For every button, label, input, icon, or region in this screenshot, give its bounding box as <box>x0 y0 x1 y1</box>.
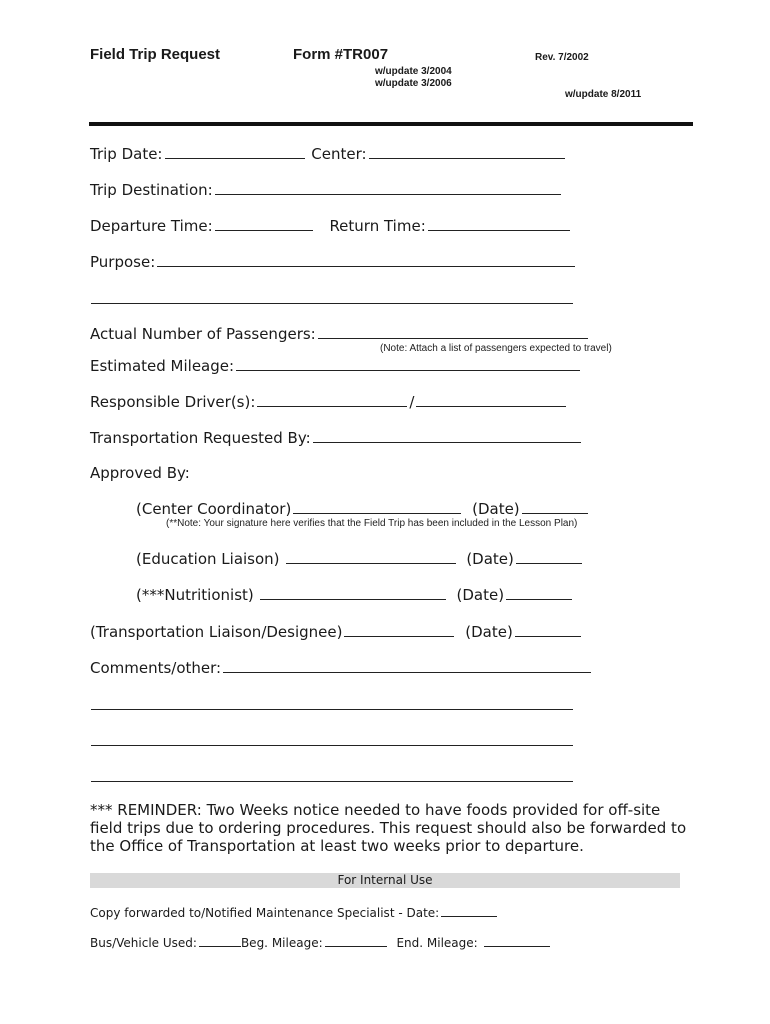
requested-row <box>90 428 583 447</box>
purpose-field[interactable] <box>157 252 575 267</box>
bus-label: Bus/Vehicle Used: <box>90 936 197 950</box>
departure-label: Departure Time: <box>90 217 213 235</box>
coordinator-date-label: (Date) <box>472 500 520 518</box>
comments-line-4[interactable] <box>91 781 573 782</box>
coordinator-date-field[interactable] <box>522 499 588 514</box>
approved-by-label: Approved By: <box>90 464 190 482</box>
trip-date-field[interactable] <box>165 144 305 159</box>
purpose-line-2[interactable] <box>91 303 573 304</box>
trip-date-label: Trip Date: <box>90 145 163 163</box>
time-row <box>90 216 572 235</box>
trip-date-row <box>90 144 567 163</box>
drivers-label: Responsible Driver(s): <box>90 393 256 411</box>
revision: Rev. 7/2002 <box>535 52 589 63</box>
coordinator-row <box>136 499 590 518</box>
driver-2-field[interactable] <box>416 392 566 407</box>
copy-forwarded-date-field[interactable] <box>441 904 497 917</box>
transport-row <box>90 622 583 641</box>
mileage-row <box>90 356 582 375</box>
liaison-row <box>136 549 584 568</box>
coordinator-label: (Center Coordinator) <box>136 500 292 518</box>
coordinator-note: (**Note: Your signature here verifies that the Field Trip has been included in the Lesson Plan) <box>166 518 578 529</box>
beg-mileage-label: Beg. Mileage: <box>240 936 323 950</box>
transport-date-label: (Date) <box>465 623 513 641</box>
requested-label: Transportation Requested By: <box>90 429 311 447</box>
comments-label: Comments/other: <box>90 659 222 677</box>
update-2011: w/update 8/2011 <box>565 89 642 100</box>
driver-1-field[interactable] <box>257 392 407 407</box>
nutritionist-label: (***Nutritionist) <box>136 586 254 604</box>
comments-line-3[interactable] <box>91 745 573 746</box>
update-2006: w/update 3/2006 <box>375 78 452 89</box>
liaison-label: (Education Liaison) <box>136 550 280 568</box>
form-number: Form #TR007 <box>293 46 389 63</box>
update-2004: w/update 3/2004 <box>375 66 452 77</box>
passengers-row <box>90 324 590 343</box>
bus-field[interactable] <box>199 934 241 947</box>
comments-field[interactable] <box>223 658 591 673</box>
drivers-separator: / <box>409 393 415 411</box>
comments-line-2[interactable] <box>91 709 573 710</box>
liaison-signature[interactable] <box>286 549 456 564</box>
reminder-text: *** REMINDER: Two Weeks notice needed to have foods provided for off-site field trips due to ordering procedures. This request should also be forwarded to the Office of Transportation at least two weeks prior to departure. <box>90 801 687 855</box>
passengers-note: (Note: Attach a list of passengers expected to travel) <box>380 343 612 354</box>
center-field[interactable] <box>369 144 565 159</box>
nutritionist-row <box>136 585 574 604</box>
transport-label: (Transportation Liaison/Designee) <box>90 623 343 641</box>
transport-signature[interactable] <box>344 622 454 637</box>
destination-row <box>90 180 563 199</box>
transport-date-field[interactable] <box>515 622 581 637</box>
mileage-field[interactable] <box>236 356 580 371</box>
return-label: Return Time: <box>329 217 426 235</box>
form-title: Field Trip Request <box>90 46 221 63</box>
departure-field[interactable] <box>215 216 313 231</box>
nutritionist-signature[interactable] <box>260 585 446 600</box>
bus-row <box>90 934 552 950</box>
liaison-date-field[interactable] <box>516 549 582 564</box>
requested-field[interactable] <box>313 428 581 443</box>
copy-forwarded-row <box>90 904 499 920</box>
liaison-date-label: (Date) <box>466 550 514 568</box>
internal-use-heading: For Internal Use <box>90 873 680 888</box>
coordinator-signature[interactable] <box>293 499 461 514</box>
purpose-row <box>90 252 577 271</box>
end-mileage-label: End. Mileage: <box>396 936 478 950</box>
center-label: Center: <box>311 145 367 163</box>
purpose-label: Purpose: <box>90 253 156 271</box>
header-rule <box>89 122 693 126</box>
nutritionist-date-field[interactable] <box>506 585 572 600</box>
destination-label: Trip Destination: <box>90 181 213 199</box>
mileage-label: Estimated Mileage: <box>90 357 235 375</box>
passengers-label: Actual Number of Passengers: <box>90 325 316 343</box>
destination-field[interactable] <box>215 180 561 195</box>
passengers-field[interactable] <box>318 324 588 339</box>
end-mileage-field[interactable] <box>484 934 550 947</box>
return-field[interactable] <box>428 216 570 231</box>
nutritionist-date-label: (Date) <box>456 586 505 604</box>
drivers-row <box>90 392 568 411</box>
beg-mileage-field[interactable] <box>325 934 387 947</box>
copy-forwarded-label: Copy forwarded to/Notified Maintenance Specialist - Date: <box>90 906 440 920</box>
comments-row <box>90 658 593 677</box>
